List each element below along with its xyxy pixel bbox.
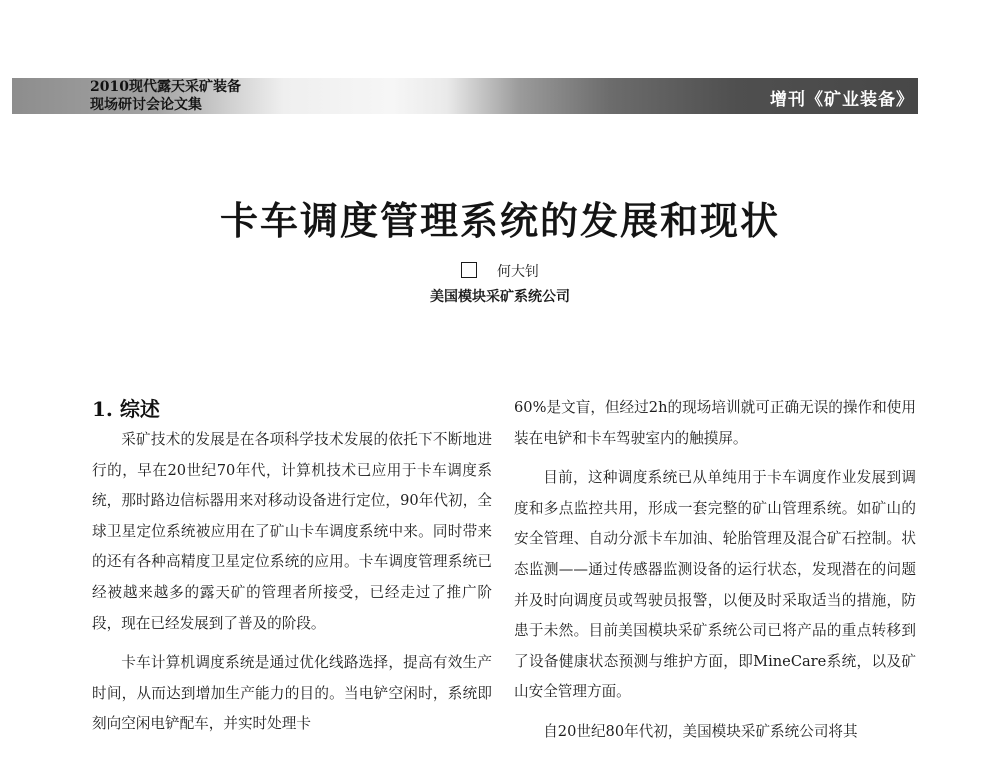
paragraph: 卡车计算机调度系统是通过优化线路选择，提高有效生产时间，从而达到增加生产能力的目的。当电铲空闲时，系统即刻向空闲电铲配车，并实时处理卡 [92,654,492,733]
paragraph: 采矿技术的发展是在各项科学技术发展的依托下不断地进行的，早在20世纪70年代，计算机技术已应用于卡车调度系统，那时路边信标器用来对移动设备进行定位，90年代初，全球卫星定位系统被应用在了矿山卡车调度系统中来。同时带来的还有各种高精度卫星定位系统的应用。卡车调度管理系统已经被越来越多的露天矿的管理者所接受，已经走过了推广阶段，现在已经发展到了普及的阶段。 [92,431,492,632]
left-column [92,425,492,740]
paragraph: 目前，这种调度系统已从单纯用于卡车调度作业发展到调度和多点监控共用，形成一套完整的矿山管理系统。如矿山的安全管理、自动分派卡车加油、轮胎管理及混合矿石控制。状态监测——通过传感器监测设备的运行状态，发现潜在的问题并及时向调度员或驾驶员报警，以便及时采取适当的措施，防患于未然。目前美国模块采矿系统公司已将产品的重点转移到了设备健康状态预测与维护方面，即MineCare系统，以及矿山安全管理方面。 [514,469,916,701]
author-line [0,261,1000,281]
journal-label: 增刊《矿业装备》 [770,90,914,110]
proceedings-line-1: 2010现代露天采矿装备 [90,79,241,95]
affiliation: 美国模块采矿系统公司 [430,289,570,305]
right-column [514,393,916,748]
author-box-icon [461,262,477,278]
author-name: 何大钊 [497,264,539,280]
proceedings-line-2: 现场研讨会论文集 [90,97,202,113]
paragraph: 自20世纪80年代初，美国模块采矿系统公司将其 [543,722,858,740]
paper-title: 卡车调度管理系统的发展和现状 [219,198,780,243]
section-heading: 1. 综述 [92,397,160,421]
paragraph: 60%是文盲，但经过2h的现场培训就可正确无误的操作和使用装在电铲和卡车驾驶室内的触摸屏。 [514,399,916,447]
proceedings-label [90,78,330,114]
